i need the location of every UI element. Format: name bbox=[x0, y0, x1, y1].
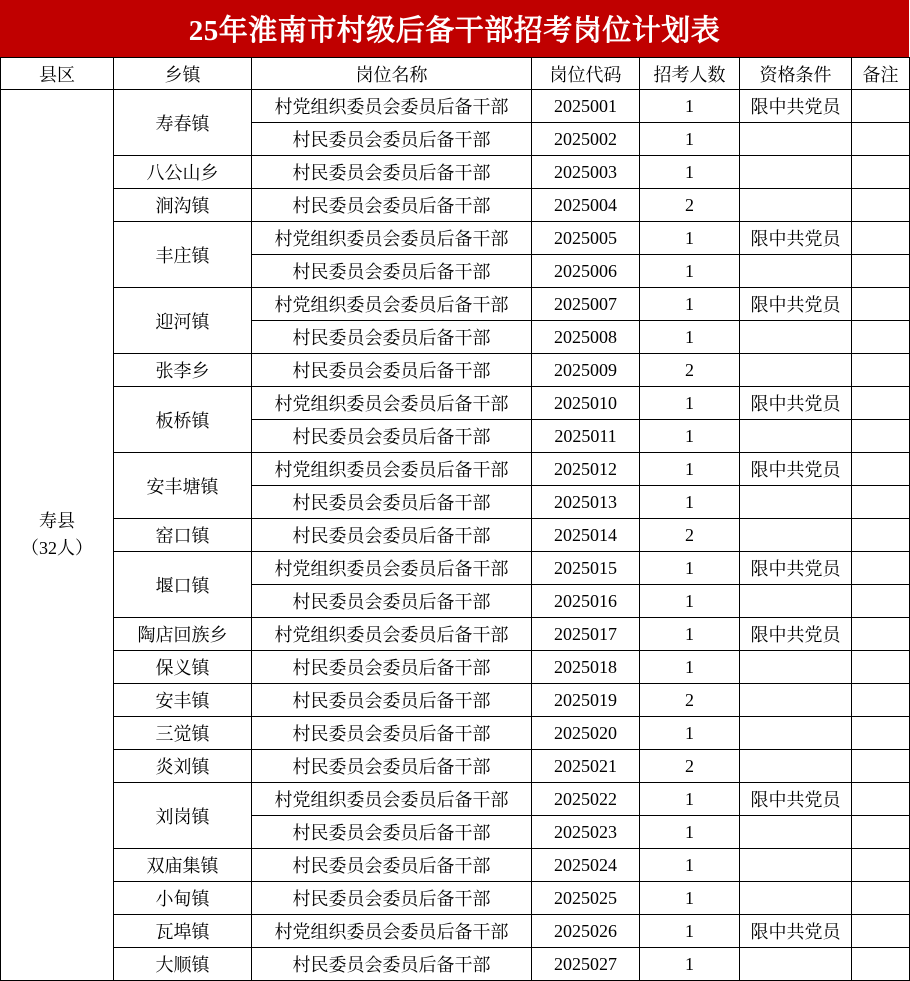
count-cell: 1 bbox=[640, 222, 740, 255]
code-cell: 2025009 bbox=[532, 354, 640, 387]
remarks-cell bbox=[852, 156, 910, 189]
qualification-cell bbox=[740, 123, 852, 156]
table-row bbox=[1, 618, 910, 651]
code-cell: 2025010 bbox=[532, 387, 640, 420]
town-cell: 大顺镇 bbox=[114, 948, 252, 981]
remarks-cell bbox=[852, 123, 910, 156]
qualification-cell: 限中共党员 bbox=[740, 915, 852, 948]
position-cell: 村民委员会委员后备干部 bbox=[252, 816, 532, 849]
count-cell: 1 bbox=[640, 651, 740, 684]
position-cell: 村民委员会委员后备干部 bbox=[252, 585, 532, 618]
count-cell: 2 bbox=[640, 750, 740, 783]
town-cell: 堰口镇 bbox=[114, 552, 252, 618]
position-cell: 村民委员会委员后备干部 bbox=[252, 882, 532, 915]
qualification-cell bbox=[740, 420, 852, 453]
header-position: 岗位名称 bbox=[252, 58, 532, 90]
count-cell: 1 bbox=[640, 255, 740, 288]
town-cell: 安丰塘镇 bbox=[114, 453, 252, 519]
position-cell: 村党组织委员会委员后备干部 bbox=[252, 552, 532, 585]
remarks-cell bbox=[852, 684, 910, 717]
count-cell: 1 bbox=[640, 123, 740, 156]
code-cell: 2025005 bbox=[532, 222, 640, 255]
town-cell: 张李乡 bbox=[114, 354, 252, 387]
county-name: 寿县 bbox=[39, 511, 75, 531]
table-row bbox=[1, 783, 910, 816]
remarks-cell bbox=[852, 882, 910, 915]
remarks-cell bbox=[852, 552, 910, 585]
town-cell: 双庙集镇 bbox=[114, 849, 252, 882]
qualification-cell bbox=[740, 816, 852, 849]
position-cell: 村党组织委员会委员后备干部 bbox=[252, 915, 532, 948]
code-cell: 2025011 bbox=[532, 420, 640, 453]
position-cell: 村民委员会委员后备干部 bbox=[252, 255, 532, 288]
code-cell: 2025023 bbox=[532, 816, 640, 849]
count-cell: 2 bbox=[640, 354, 740, 387]
table-row bbox=[1, 750, 910, 783]
county-total: （32人） bbox=[21, 538, 93, 558]
code-cell: 2025016 bbox=[532, 585, 640, 618]
position-cell: 村民委员会委员后备干部 bbox=[252, 354, 532, 387]
count-cell: 1 bbox=[640, 90, 740, 123]
qualification-cell bbox=[740, 156, 852, 189]
position-cell: 村民委员会委员后备干部 bbox=[252, 156, 532, 189]
code-cell: 2025024 bbox=[532, 849, 640, 882]
qualification-cell bbox=[740, 321, 852, 354]
count-cell: 1 bbox=[640, 849, 740, 882]
remarks-cell bbox=[852, 288, 910, 321]
count-cell: 1 bbox=[640, 783, 740, 816]
remarks-cell bbox=[852, 453, 910, 486]
qualification-cell bbox=[740, 948, 852, 981]
qualification-cell bbox=[740, 750, 852, 783]
remarks-cell bbox=[852, 618, 910, 651]
position-cell: 村民委员会委员后备干部 bbox=[252, 948, 532, 981]
count-cell: 2 bbox=[640, 189, 740, 222]
remarks-cell bbox=[852, 783, 910, 816]
code-cell: 2025002 bbox=[532, 123, 640, 156]
position-cell: 村党组织委员会委员后备干部 bbox=[252, 618, 532, 651]
qualification-cell bbox=[740, 354, 852, 387]
remarks-cell bbox=[852, 189, 910, 222]
code-cell: 2025003 bbox=[532, 156, 640, 189]
qualification-cell bbox=[740, 684, 852, 717]
remarks-cell bbox=[852, 519, 910, 552]
county-cell bbox=[1, 90, 114, 981]
table-row bbox=[1, 519, 910, 552]
remarks-cell bbox=[852, 354, 910, 387]
remarks-cell bbox=[852, 321, 910, 354]
remarks-cell bbox=[852, 849, 910, 882]
remarks-cell bbox=[852, 387, 910, 420]
code-cell: 2025020 bbox=[532, 717, 640, 750]
count-cell: 2 bbox=[640, 684, 740, 717]
page-title: 25年淮南市村级后备干部招考岗位计划表 bbox=[188, 15, 721, 47]
remarks-cell bbox=[852, 750, 910, 783]
code-cell: 2025013 bbox=[532, 486, 640, 519]
table-row bbox=[1, 387, 910, 420]
remarks-cell bbox=[852, 222, 910, 255]
town-cell: 三觉镇 bbox=[114, 717, 252, 750]
position-cell: 村民委员会委员后备干部 bbox=[252, 519, 532, 552]
count-cell: 1 bbox=[640, 882, 740, 915]
code-cell: 2025019 bbox=[532, 684, 640, 717]
code-cell: 2025025 bbox=[532, 882, 640, 915]
header-row bbox=[1, 58, 910, 90]
position-cell: 村民委员会委员后备干部 bbox=[252, 420, 532, 453]
table-row bbox=[1, 948, 910, 981]
code-cell: 2025006 bbox=[532, 255, 640, 288]
position-cell: 村民委员会委员后备干部 bbox=[252, 750, 532, 783]
town-cell: 寿春镇 bbox=[114, 90, 252, 156]
code-cell: 2025018 bbox=[532, 651, 640, 684]
qualification-cell bbox=[740, 882, 852, 915]
code-cell: 2025027 bbox=[532, 948, 640, 981]
town-cell: 窑口镇 bbox=[114, 519, 252, 552]
remarks-cell bbox=[852, 420, 910, 453]
header-qualification: 资格条件 bbox=[740, 58, 852, 90]
table-row bbox=[1, 552, 910, 585]
table-row bbox=[1, 717, 910, 750]
qualification-cell bbox=[740, 585, 852, 618]
table-row bbox=[1, 684, 910, 717]
town-cell: 板桥镇 bbox=[114, 387, 252, 453]
count-cell: 1 bbox=[640, 387, 740, 420]
town-cell: 炎刘镇 bbox=[114, 750, 252, 783]
qualification-cell bbox=[740, 651, 852, 684]
position-cell: 村党组织委员会委员后备干部 bbox=[252, 783, 532, 816]
town-cell: 丰庄镇 bbox=[114, 222, 252, 288]
town-cell: 保义镇 bbox=[114, 651, 252, 684]
qualification-cell: 限中共党员 bbox=[740, 783, 852, 816]
header-county: 县区 bbox=[1, 58, 114, 90]
table-row bbox=[1, 651, 910, 684]
qualification-cell bbox=[740, 849, 852, 882]
remarks-cell bbox=[852, 717, 910, 750]
code-cell: 2025001 bbox=[532, 90, 640, 123]
town-cell: 安丰镇 bbox=[114, 684, 252, 717]
table-row bbox=[1, 882, 910, 915]
header-count: 招考人数 bbox=[640, 58, 740, 90]
qualification-cell: 限中共党员 bbox=[740, 222, 852, 255]
position-cell: 村民委员会委员后备干部 bbox=[252, 123, 532, 156]
town-cell: 刘岗镇 bbox=[114, 783, 252, 849]
code-cell: 2025022 bbox=[532, 783, 640, 816]
code-cell: 2025021 bbox=[532, 750, 640, 783]
table-row bbox=[1, 354, 910, 387]
table-row bbox=[1, 288, 910, 321]
qualification-cell: 限中共党员 bbox=[740, 618, 852, 651]
count-cell: 1 bbox=[640, 585, 740, 618]
header-code: 岗位代码 bbox=[532, 58, 640, 90]
header-town: 乡镇 bbox=[114, 58, 252, 90]
position-cell: 村党组织委员会委员后备干部 bbox=[252, 288, 532, 321]
count-cell: 1 bbox=[640, 486, 740, 519]
town-cell: 涧沟镇 bbox=[114, 189, 252, 222]
remarks-cell bbox=[852, 915, 910, 948]
town-cell: 迎河镇 bbox=[114, 288, 252, 354]
code-cell: 2025012 bbox=[532, 453, 640, 486]
qualification-cell: 限中共党员 bbox=[740, 387, 852, 420]
position-cell: 村民委员会委员后备干部 bbox=[252, 717, 532, 750]
count-cell: 1 bbox=[640, 453, 740, 486]
count-cell: 1 bbox=[640, 915, 740, 948]
remarks-cell bbox=[852, 948, 910, 981]
code-cell: 2025004 bbox=[532, 189, 640, 222]
remarks-cell bbox=[852, 255, 910, 288]
count-cell: 1 bbox=[640, 816, 740, 849]
table-row bbox=[1, 189, 910, 222]
position-cell: 村民委员会委员后备干部 bbox=[252, 651, 532, 684]
count-cell: 1 bbox=[640, 288, 740, 321]
qualification-cell bbox=[740, 486, 852, 519]
position-cell: 村民委员会委员后备干部 bbox=[252, 189, 532, 222]
table-row bbox=[1, 849, 910, 882]
town-cell: 陶店回族乡 bbox=[114, 618, 252, 651]
qualification-cell: 限中共党员 bbox=[740, 288, 852, 321]
code-cell: 2025008 bbox=[532, 321, 640, 354]
position-cell: 村民委员会委员后备干部 bbox=[252, 486, 532, 519]
count-cell: 1 bbox=[640, 717, 740, 750]
count-cell: 1 bbox=[640, 420, 740, 453]
town-cell: 八公山乡 bbox=[114, 156, 252, 189]
position-cell: 村民委员会委员后备干部 bbox=[252, 321, 532, 354]
table-row bbox=[1, 90, 910, 123]
code-cell: 2025007 bbox=[532, 288, 640, 321]
count-cell: 1 bbox=[640, 618, 740, 651]
table-row bbox=[1, 222, 910, 255]
town-cell: 小甸镇 bbox=[114, 882, 252, 915]
remarks-cell bbox=[852, 651, 910, 684]
table-row bbox=[1, 453, 910, 486]
header-remarks: 备注 bbox=[852, 58, 910, 90]
code-cell: 2025017 bbox=[532, 618, 640, 651]
remarks-cell bbox=[852, 816, 910, 849]
count-cell: 2 bbox=[640, 519, 740, 552]
qualification-cell bbox=[740, 519, 852, 552]
count-cell: 1 bbox=[640, 156, 740, 189]
qualification-cell bbox=[740, 255, 852, 288]
qualification-cell: 限中共党员 bbox=[740, 552, 852, 585]
qualification-cell bbox=[740, 717, 852, 750]
remarks-cell bbox=[852, 486, 910, 519]
qualification-cell: 限中共党员 bbox=[740, 453, 852, 486]
position-cell: 村党组织委员会委员后备干部 bbox=[252, 222, 532, 255]
position-cell: 村民委员会委员后备干部 bbox=[252, 849, 532, 882]
count-cell: 1 bbox=[640, 552, 740, 585]
position-cell: 村党组织委员会委员后备干部 bbox=[252, 453, 532, 486]
code-cell: 2025014 bbox=[532, 519, 640, 552]
remarks-cell bbox=[852, 90, 910, 123]
count-cell: 1 bbox=[640, 948, 740, 981]
code-cell: 2025026 bbox=[532, 915, 640, 948]
code-cell: 2025015 bbox=[532, 552, 640, 585]
qualification-cell bbox=[740, 189, 852, 222]
position-cell: 村党组织委员会委员后备干部 bbox=[252, 387, 532, 420]
count-cell: 1 bbox=[640, 321, 740, 354]
table-row bbox=[1, 915, 910, 948]
remarks-cell bbox=[852, 585, 910, 618]
position-cell: 村党组织委员会委员后备干部 bbox=[252, 90, 532, 123]
position-cell: 村民委员会委员后备干部 bbox=[252, 684, 532, 717]
plan-table bbox=[0, 57, 910, 981]
town-cell: 瓦埠镇 bbox=[114, 915, 252, 948]
table-row bbox=[1, 156, 910, 189]
title-bar bbox=[0, 0, 909, 57]
qualification-cell: 限中共党员 bbox=[740, 90, 852, 123]
